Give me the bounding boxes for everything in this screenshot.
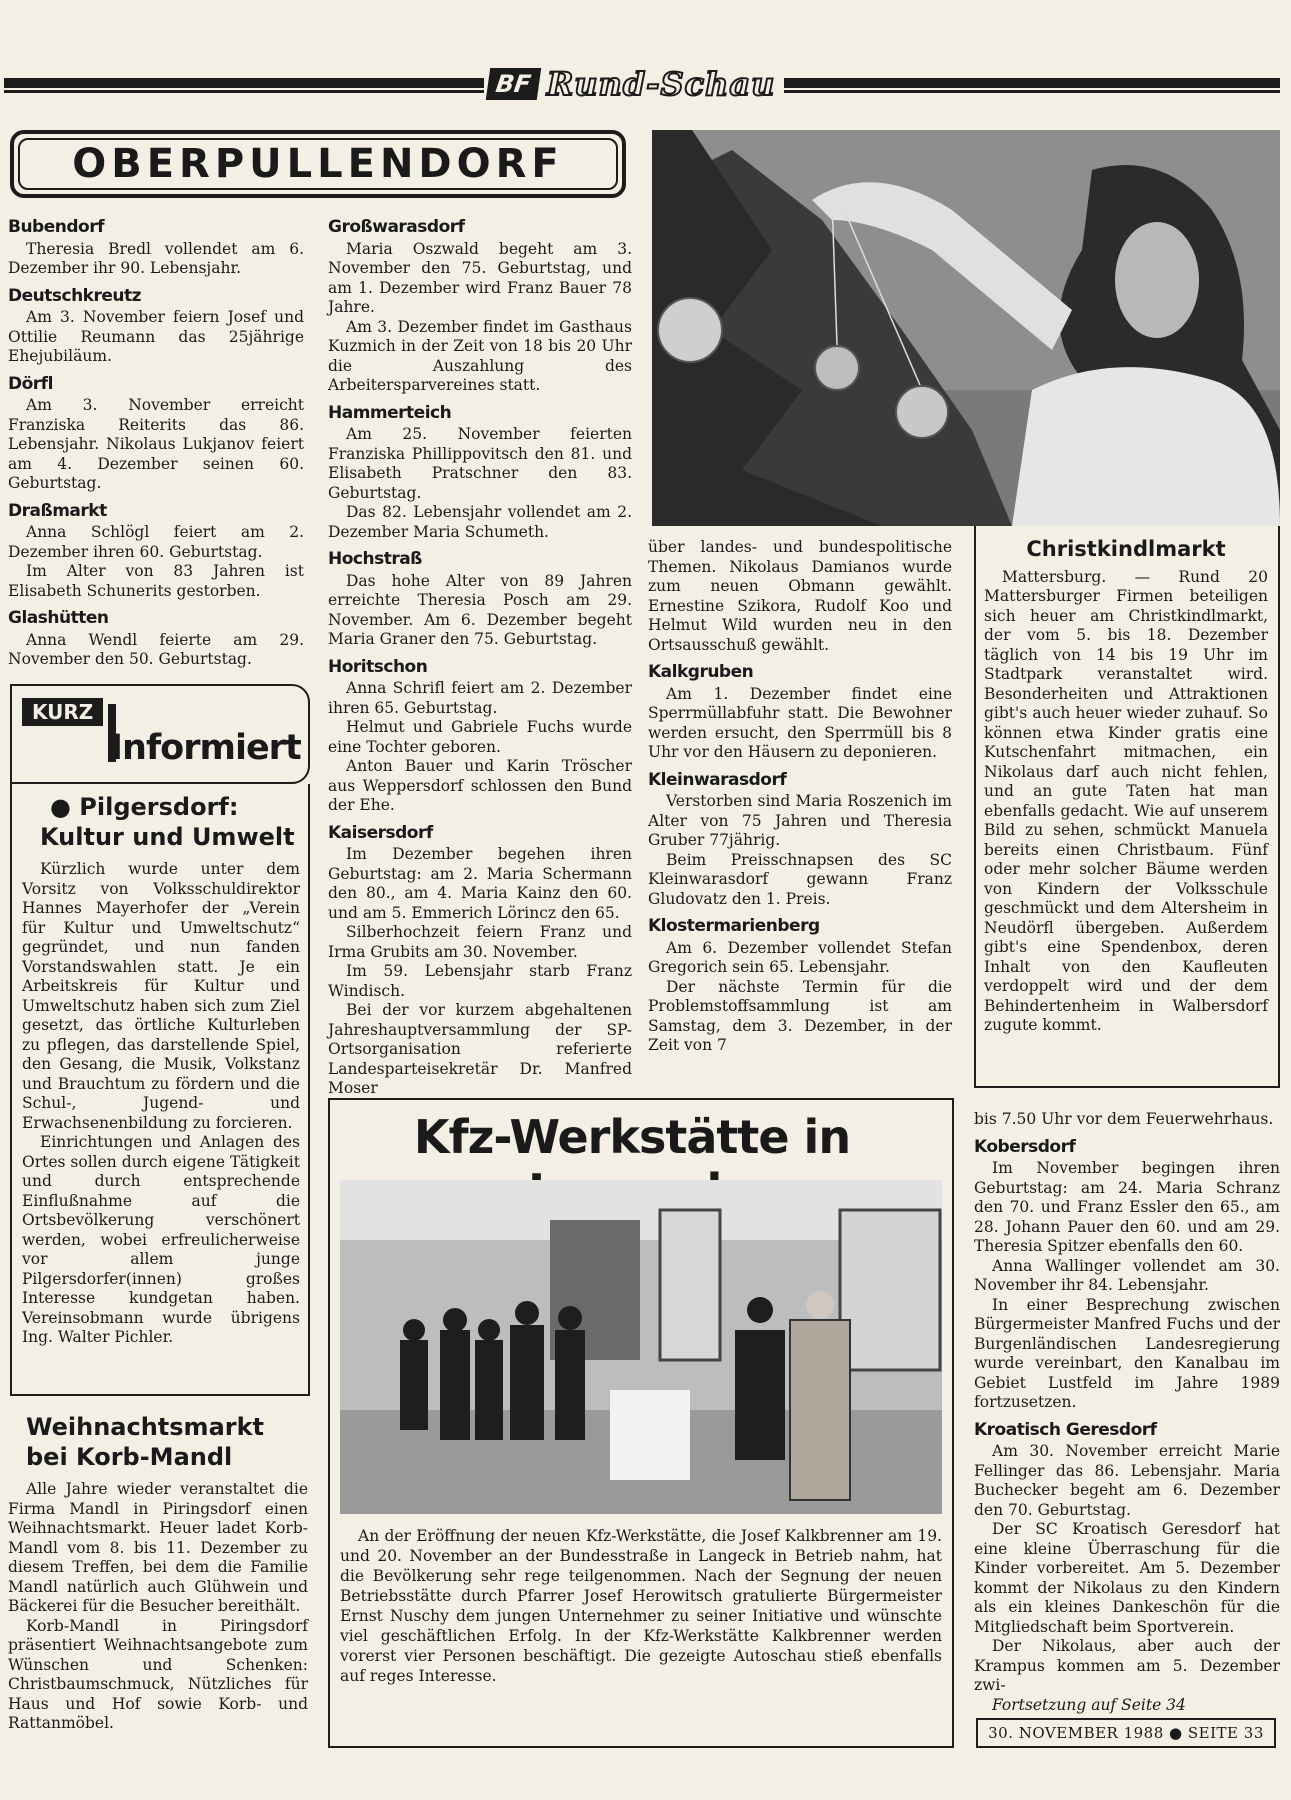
column-2 — [328, 218, 632, 1099]
kfz-headline: Kfz-Werkstätte in — [413, 1110, 851, 1164]
kfz-photo-art — [340, 1180, 942, 1514]
section-paragraph: bis 7.50 Uhr vor dem Feuerwehrhaus. — [974, 1110, 1274, 1128]
pilgersdorf-article — [22, 792, 300, 1348]
section-paragraph: Am 3. November feiern Josef und Ottilie Reumann das 25jährige Ehejubiläum. — [8, 308, 304, 365]
pilgersdorf-head-1: ● Pilgersdorf: — [50, 793, 239, 821]
christkindlmarkt-text: Mattersburg. — Rund 20 Mattersburger Firmen beteiligen sich heuer am Christkindlmarkt, der vom 5. bis 18. Dezember täglich von 14 bis 19 Uhr im Stadtpark veranstaltet wird. Besonderheiten und Attraktionen gibt's auch heuer wieder zuhauf. So können etwa Kinder gratis eine Kutschenfahrt mitmachen, ein Nikolaus darf auch nicht fehlen, und an gute Taten hat man ebenfalls gedacht. Wie auf unserem Bild zu sehen, schmückt Manuela bereits einen Christbaum. Fünf oder mehr solcher Bäume werden von Kindern der Volksschule geschmückt und dem Altersheim in Neudörfl übergeben. Außerdem gibt's eine Spendenbox, deren Inhalt von den Kaufleuten verdoppelt wird und der dem Behindertenheim in Walbersdorf zugute kommt. — [984, 567, 1268, 1034]
section-paragraph: Anna Schrifl feiert am 2. Dezember ihren 65. Geburtstag. — [328, 679, 632, 717]
section-paragraph: Anton Bauer und Karin Tröscher aus Weppersdorf schlossen den Bund der Ehe. — [328, 757, 632, 814]
section-head: Hammerteich — [328, 402, 452, 423]
section-paragraph: Im 59. Lebensjahr starb Franz Windisch. — [328, 962, 632, 1000]
masthead-logo — [488, 64, 788, 104]
section-head: Horitschon — [328, 656, 428, 677]
column-3 — [648, 538, 952, 1056]
section-paragraph: Der SC Kroatisch Geresdorf hat eine kleine Überraschung für die Kinder vorbereitet. Am 5. Dezember kommt der Nikolaus zu den Kindern als ein kleines Dankeschön für die Mitgliedschaft beim Sportverein. — [974, 1520, 1280, 1636]
section-paragraph: In einer Besprechung zwischen Bürgermeister Manfred Fuchs und der Burgenländischen Landesregierung wurde vereinbart, den Kanalbau im Gebiet Lustfeld im Jahre 1989 fortzusetzen. — [974, 1295, 1280, 1411]
section-paragraph: Der Nikolaus, aber auch der Krampus kommen am 5. Dezember zwi- — [974, 1637, 1280, 1694]
rund-schau-logo: Rund-Schau — [546, 65, 776, 103]
pilgersdorf-para-2: Einrichtungen und Anlagen des Ortes sollen durch eigene Tätigkeit und durch entsprechende Einflußnahme auf die Ortsbevölkerung verschönert werden, wobei erfreulicherweise vor allem junge Pilgersdorfer(innen) großes Interesse kundgetan haben. Vereinsobmann wurde übrigens Ing. Walter Pichler. — [22, 1133, 300, 1346]
kfz-photo — [340, 1180, 942, 1514]
kurz-informiert-box — [10, 684, 310, 784]
section-head: Draßmarkt — [8, 500, 107, 521]
section-paragraph: Anna Schlögl feiert am 2. Dezember ihren 60. Geburtstag. — [8, 523, 304, 561]
section-head: Kalkgruben — [648, 662, 754, 682]
section-paragraph: Helmut und Gabriele Fuchs wurde eine Tochter geboren. — [328, 718, 632, 756]
section-paragraph: Anna Wallinger vollendet am 30. November ihr 84. Lebensjahr. — [974, 1256, 1280, 1294]
section-head: Kroatisch Geresdorf — [974, 1419, 1157, 1440]
section-paragraph: Anna Wendl feierte am 29. November den 50. Geburtstag. — [8, 630, 304, 668]
section-paragraph: Am 3. Dezember findet im Gasthaus Kuzmich in der Zeit von 18 bis 20 Uhr die Auszahlung des Arbeitersparvereines statt. — [328, 317, 632, 394]
bf-logo: BF — [486, 68, 541, 100]
weihnachtsmarkt-para-1: Alle Jahre wieder veranstaltet die Firma Mandl in Piringsdorf einen Weihnachtsmarkt. Heuer ladet Korb-Mandl vom 8. bis 11. Dezember zu diesem Treffen, bei dem die Familie Mandl natürlich auch Glühwein und Bäckerei für die Besucher bereithält. — [8, 1480, 308, 1615]
section-title-box — [10, 130, 626, 198]
header-rule-right — [784, 78, 1280, 88]
section-head: Dörfl — [8, 373, 53, 394]
weihnachtsmarkt-para-2: Korb-Mandl in Piringsdorf präsentiert Weihnachtsangebote zum Wünschen und Schenken: Christbaumschmuck, Nützliches für Haus und Hof sowie Korb- und Rattanmöbel. — [8, 1616, 308, 1732]
continuation-note: Fortsetzung auf Seite 34 — [992, 1695, 1186, 1714]
section-head: Deutschkreutz — [8, 285, 142, 306]
christbaum-photo-art — [652, 130, 1280, 526]
section-head: Kobersdorf — [974, 1136, 1076, 1157]
column-4 — [974, 1110, 1280, 1715]
section-head: Kleinwarasdorf — [648, 769, 787, 790]
column-1 — [8, 218, 304, 670]
section-head: Hochstraß — [328, 549, 422, 569]
informiert-word: Informiert — [110, 728, 301, 768]
section-paragraph: Theresia Bredl vollendet am 6. Dezember ihr 90. Lebensjahr. — [8, 239, 304, 277]
section-head: Glashütten — [8, 608, 109, 628]
section-head: Klostermarienberg — [648, 916, 820, 936]
kurz-tag: KURZ — [22, 698, 103, 726]
section-paragraph: Im November begingen ihren Geburtstag: am 24. Maria Schranz den 70. und Franz Essler den 65., am 28. Johann Pauer den 60. und am 29. Theresia Spitzer ebenfalls den 60. — [974, 1159, 1280, 1255]
section-paragraph: Das hohe Alter von 89 Jahren erreichte Theresia Posch am 29. November. Am 6. Dezember begeht Maria Graner den 75. Geburtstag. — [328, 571, 632, 648]
section-paragraph: Das 82. Lebensjahr vollendet am 2. Dezember Maria Schumeth. — [328, 503, 632, 541]
kfz-caption — [340, 1526, 942, 1686]
section-head: Großwarasdorf — [328, 217, 465, 237]
section-paragraph: Der nächste Termin für die Problemstoffsammlung ist am Samstag, dem 3. Dezember, in der Zeit von 7 — [648, 977, 952, 1054]
section-paragraph: über landes- und bundespolitische Themen. Nikolaus Damianos wurde zum neuen Obmann gewählt. Ernestine Szikora, Rudolf Koo und Helmut Wild wurden neu in den Ortsausschuß gewählt. — [648, 538, 952, 654]
section-paragraph: Am 6. Dezember vollendet Stefan Gregorich sein 65. Lebensjahr. — [648, 938, 952, 976]
weihnachtsmarkt-head-2: bei Korb-Mandl — [26, 1443, 233, 1471]
section-paragraph: Am 30. November erreicht Marie Fellinger das 86. Lebensjahr. Maria Buchecker begeht am 6. Dezember den 70. Geburtstag. — [974, 1442, 1280, 1519]
header-rule-left — [4, 78, 484, 88]
pilgersdorf-para-1: Kürzlich wurde unter dem Vorsitz von Volksschuldirektor Hannes Mayerhofer der „Verein für Kultur und Umweltschutz“ gegründet, und nun fanden Vorstandswahlen statt. Je ein Arbeitskreis für Kultur und Umweltschutz haben sich zum Ziel gesetzt, das örtliche Kulturleben zu pflegen, das darstellende Spiel, den Gesang, die Musik, Volkstanz und Brauchtum zu fördern und die Schul-, Jugend- und Erwachsenenbildung zu forcieren. — [22, 860, 300, 1132]
section-paragraph: Im Alter von 83 Jahren ist Elisabeth Schunerits gestorben. — [8, 562, 304, 600]
weihnachtsmarkt-head-1: Weihnachtsmarkt — [26, 1413, 265, 1441]
section-paragraph: Maria Oszwald begeht am 3. November den 75. Geburtstag, und am 1. Dezember wird Franz Bauer 78 Jahre. — [328, 239, 632, 316]
section-paragraph: Beim Preisschnapsen des SC Kleinwarasdorf gewann Franz Gludovatz den 1. Preis. — [648, 850, 952, 908]
section-paragraph: Verstorben sind Maria Roszenich im Alter von 75 Jahren und Theresia Gruber 77jährig. — [648, 792, 952, 849]
section-paragraph: Am 1. Dezember findet eine Sperrmüllabfuhr statt. Die Bewohner werden ersucht, den Sperrmüll bis 8 Uhr vor den Häusern zu deponieren. — [648, 684, 952, 761]
section-paragraph: Silberhochzeit feiern Franz und Irma Grubits am 30. November. — [328, 923, 632, 961]
section-head: Bubendorf — [8, 217, 104, 237]
christbaum-photo — [652, 130, 1280, 526]
section-paragraph: Bei der vor kurzem abgehaltenen Jahreshauptversammlung der SP-Ortsorganisation referierte Landesparteisekretär Dr. Manfred Moser — [328, 1001, 632, 1097]
kfz-caption-text: An der Eröffnung der neuen Kfz-Werkstätte, die Josef Kalkbrenner am 19. und 20. November an der Bundesstraße in Langeck in Betrieb nahm, hat die Bevölkerung sehr rege teilgenommen. Nach der Segnung der neuen Betriebsstätte durch Pfarrer Josef Herowitsch gratulierte Bürgermeister Ernst Nuschy dem jungen Unternehmer zu seiner Initiative und wünschte viel geschäftlichen Erfolg. In der Kfz-Werkstätte Kalkbrenner werden vorerst vier Personen beschäftigt. Die gezeigte Autoschau stieß ebenfalls auf reges Interesse. — [340, 1527, 942, 1685]
section-paragraph: Im Dezember begehen ihren Geburtstag: am 2. Maria Schermann den 80., am 4. Maria Kainz den 60. und am 5. Emmerich Lörincz den 65. — [328, 845, 632, 922]
weihnachtsmarkt-article — [8, 1412, 308, 1734]
page-footer: 30. NOVEMBER 1988 ● SEITE 33 — [976, 1718, 1276, 1748]
pilgersdorf-head-2: Kultur und Umwelt — [40, 823, 295, 851]
section-head: Kaisersdorf — [328, 822, 433, 843]
section-paragraph: Am 25. November feierten Franziska Phillippovitsch den 81. und Elisabeth Pratschner den 83. Geburtstag. — [328, 425, 632, 502]
christkindlmarkt-article — [984, 534, 1268, 1036]
section-title: OBERPULLENDORF — [72, 141, 564, 187]
section-paragraph: Am 3. November erreicht Franziska Reiterits das 86. Lebensjahr. Nikolaus Lukjanov feiert am 4. Dezember seinen 60. Geburtstag. — [8, 396, 304, 492]
christkindlmarkt-head: Christkindlmarkt — [1026, 537, 1226, 561]
